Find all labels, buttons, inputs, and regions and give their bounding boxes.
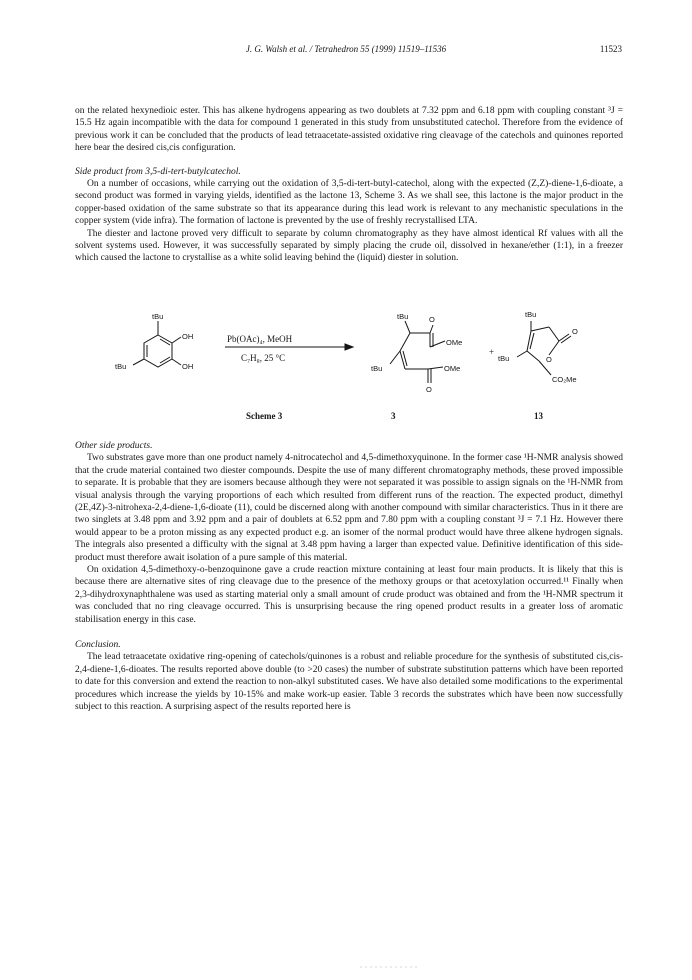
catechol-ring <box>144 335 172 367</box>
diester-tbu-left: tBu <box>371 363 383 373</box>
paragraph-side-product: On a number of occasions, while carrying out the oxidation of 3,5-di-tert-butyl-catechol, along with the expected (Z,Z)-diene-1,6-dioate, a second product was formed in varying yields, identified as the lactone 13, Scheme 3. As we shall see, this lactone is the major product in the copper-based oxidation of the same substrate so that its appearance during this lead work is relevant to any mechanistic speculations in the copper system (vide infra). The formation of lactone is prevented by the use of freshly recrystallised LTA. <box>75 179 623 227</box>
paragraph-conclusion: The lead tetraacetate oxidative ring-opening of catechols/quinones is a robust and reliable procedure for the synthesis of substituted cis,cis-2,4-diene-1,6-dioates. The results reported above double (to >20 cases) the number of substrate substitution patterns which have been reported to date for this conversion and extend the reaction to non-alkyl substituted cases. We have also detailed some modifications to the experimental procedures which increase the yields by 10-15% and make work-up easier. Table 3 records the substrates which have been now successfully subject to this reaction. A surprising aspect of the results reported here is <box>75 652 623 712</box>
scan-artifact-mark <box>360 965 420 969</box>
section-heading-other-side-products: Other side products. <box>75 440 153 451</box>
reagent-top: Pb(OAc)₄, MeOH <box>227 333 293 344</box>
compound-label-3: 3 <box>391 410 396 421</box>
catechol-tbu-left: tBu <box>115 361 127 371</box>
paragraph-nitrocatechol: Two substrates gave more than one product namely 4-nitrocatechol and 4,5-dimethoxyquinone. In the former case ¹H-NMR analysis showed that the crude material contained two diester compounds. Despite the use of many different chromatography methods, these proved impossible to separate. It is probable that they are isomers because although they were not separated it was possible to assign signals on the ¹H-NMR from visual analysis through the varying proportions of each which resulted from different runs of the reaction. The expected product, dimethyl (2E,4Z)-3-nitrohexa-2,4-diene-1,6-dioate (11), could be discerned along with another compound with similar characteristics. Thus in it there are two singlets at 3.48 ppm and 3.92 ppm and a pair of doublets at 6.52 ppm and 7.80 ppm with a coupling constant ³J = 7.1 Hz. However there would appear to be a proton missing as any expected product e.g. an isomer of the normal product would have three alkene hydrogen signals. The integrals also presented a difficulty with the signal at 3.48 ppm having a larger than expected value. Definitive identification of this side-product must therefore await isolation of a pure sample of this material. <box>75 453 623 563</box>
catechol-oh-bottom: OH <box>182 361 194 371</box>
section-heading-side-product: Side product from 3,5-di-tert-butylcatechol. <box>75 166 241 177</box>
lactone-tbu-left: tBu <box>498 353 510 363</box>
catechol-tbu-top: tBu <box>152 311 164 321</box>
compound-label-13: 13 <box>534 410 543 421</box>
plus-sign: + <box>489 346 495 357</box>
lactone-tbu-top: tBu <box>525 309 537 319</box>
paragraph-dimethoxyquinone: On oxidation 4,5-dimethoxy-o-benzoquinone gave a crude reaction mixture containing at least four main products. It is likely that this is because there are alternative sites of ring cleavage due to the presence of the methoxy groups or that acetoxylation occurred.¹¹ Finally when 2,3-dihydroxynaphthalene was used as starting material only a small amount of crude product was obtained and from the ¹H-NMR spectrum it was concluded that no ring cleavage occurred. This is unsurprising because the ring opened product results in a greater loss of aromatic stabilisation energy in this case. <box>75 564 623 625</box>
lactone-ring-o: O <box>546 354 552 364</box>
paragraph-separation: The diester and lactone proved very difficult to separate by column chromatography as they have almost identical Rf values with all the solvent systems used. However, it was successfully separated by simply placing the crude oil, dissolved in hexane/ether (1:1), in a freezer which caused the lactone to crystallise as a white solid leaving behind the (liquid) diester in solution. <box>75 228 623 264</box>
reagent-bottom: C₇H₈, 25 °C <box>241 352 286 363</box>
scheme-3-drawing <box>75 269 623 429</box>
diester-carbonyl-o-bottom: O <box>426 384 432 394</box>
diester-tbu-top: tBu <box>397 311 409 321</box>
catechol-oh-top: OH <box>182 331 194 341</box>
running-head <box>0 44 692 58</box>
section-heading-conclusion: Conclusion. <box>75 639 121 650</box>
diester-ome-bottom: OMe <box>444 363 461 373</box>
paragraph-continuation: on the related hexynedioic ester. This has alkene hydrogens appearing as two doublets at 7.32 ppm and 6.18 ppm with coupling constant ³J = 15.5 Hz again incompatible with the data for compound 1 generated in this study from unsubstituted catechol. Therefore from the evidence of previous work it can be concluded that the products of lead tetraacetate-assisted oxidative ring cleavage of the catechols and quinones reported here bear the desired cis,cis configuration. <box>75 106 623 154</box>
journal-reference: J. G. Walsh et al. / Tetrahedron 55 (1999) 11519–11536 <box>245 44 447 54</box>
article-body <box>75 105 623 713</box>
diester-ome-top: OMe <box>446 337 463 347</box>
diester-carbonyl-o-top: O <box>429 314 435 324</box>
scheme-3-figure <box>75 269 623 429</box>
lactone-co2me: CO₂Me <box>552 374 577 384</box>
scheme-caption: Scheme 3 <box>246 410 283 421</box>
page-number: 11523 <box>599 44 622 54</box>
lactone-carbonyl-o: O <box>572 326 578 336</box>
